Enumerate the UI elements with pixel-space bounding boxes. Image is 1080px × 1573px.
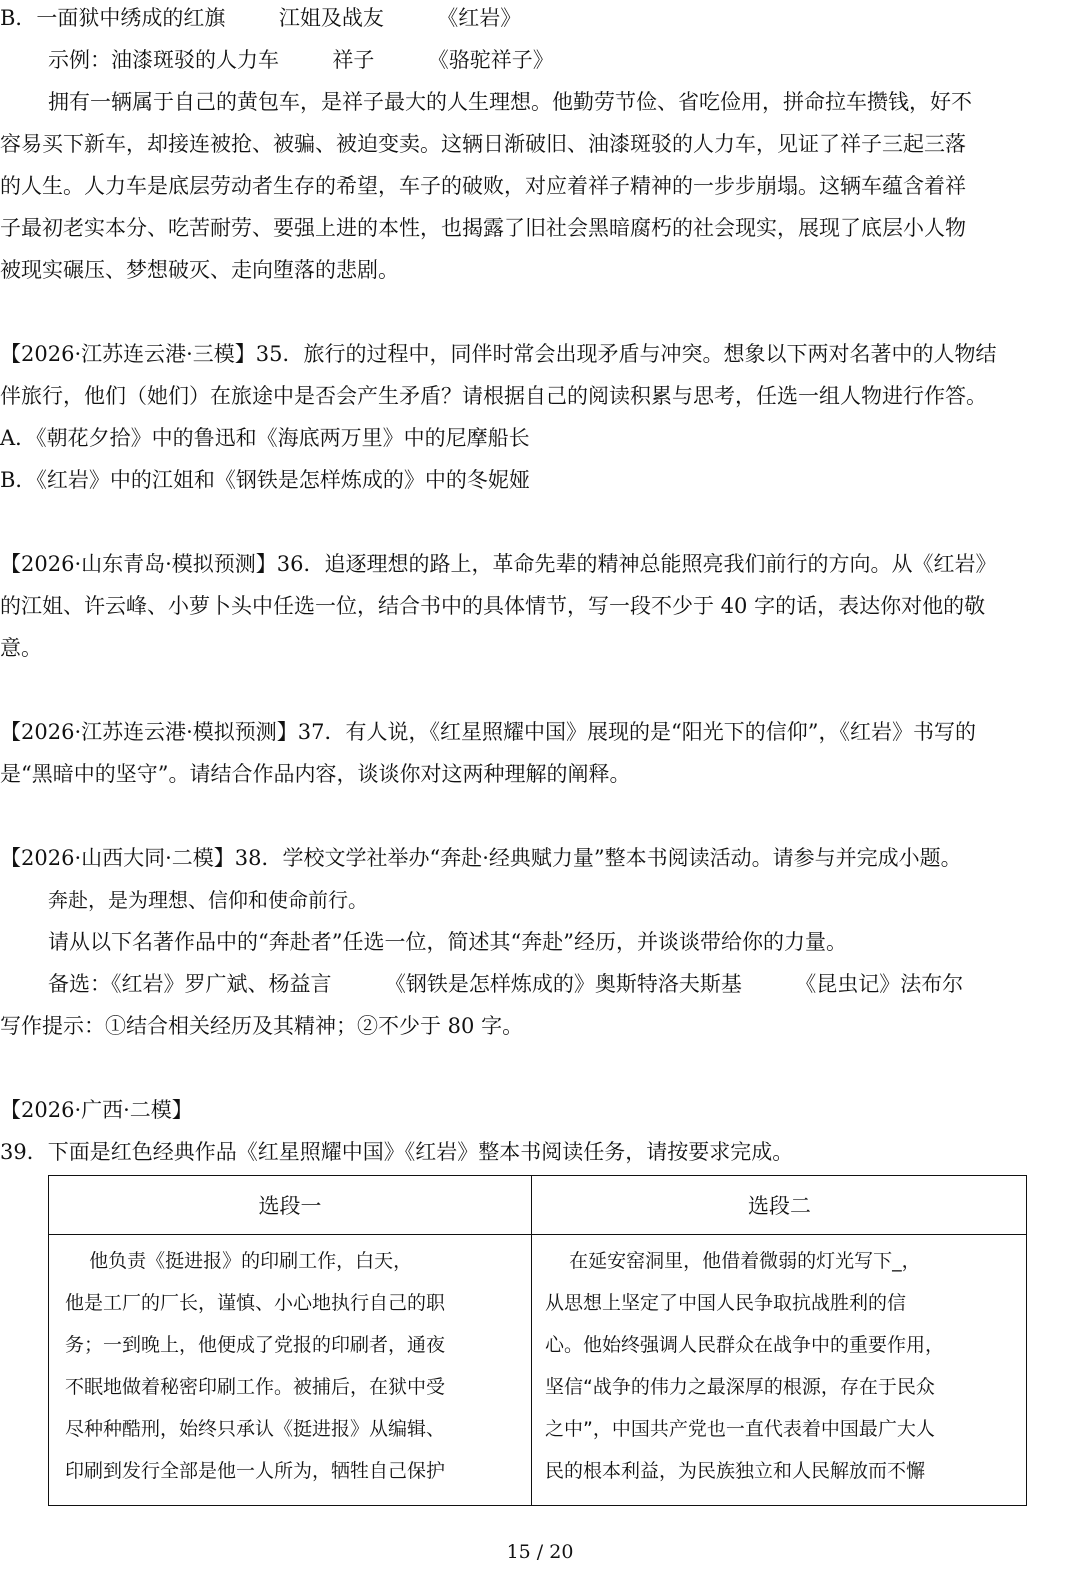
cell-line: 印刷到发行全部是他一人所为，牺牲自己保护: [65, 1460, 446, 1482]
cell-line: 从思想上坚定了中国人民争取抗战胜利的信: [545, 1292, 907, 1314]
cell-line: 坚信“战争的伟力之最深厚的根源，存在于民众: [545, 1376, 935, 1398]
cell-line: 在延安窑洞里，他借着微弱的灯光写下_，: [545, 1250, 921, 1272]
cell-line: 之中”，中国共产党也一直代表着中国最广大人: [545, 1418, 935, 1440]
table-divider: [49, 1234, 1026, 1235]
example-line: 示例：油漆斑驳的人力车 祥子 《骆驼祥子》: [48, 48, 554, 72]
cell-line: 他负责《挺进报》的印刷工作，白天，: [65, 1250, 413, 1272]
question-36: 【2026·山东青岛·模拟预测】36．追逐理想的路上，革命先辈的精神总能照亮我们前行的方向。从《红岩》: [0, 552, 997, 576]
cell-line: 民的根本利益，为民族独立和人民解放而不懈: [545, 1460, 926, 1482]
question-38-options: 备选：《红岩》罗广斌、杨益言 《钢铁是怎样炼成的》奥斯特洛夫斯基 《昆虫记》法布尔: [48, 972, 964, 996]
question-35-option-a: A．《朝花夕拾》中的鲁迅和《海底两万里》中的尼摩船长: [0, 426, 530, 450]
cell-line: 不眠地做着秘密印刷工作。被捕后，在狱中受: [65, 1376, 446, 1398]
cell-line: 心。他始终强调人民群众在战争中的重要作用，: [545, 1334, 945, 1356]
paragraph-line: 容易买下新车，却接连被抢、被骗、被迫变卖。这辆日渐破旧、油漆斑驳的人力车，见证了祥子三起三落: [0, 132, 966, 156]
table-header: 选段一: [258, 1194, 322, 1218]
paragraph-line: 拥有一辆属于自己的黄包车，是祥子最大的人生理想。他勤劳节俭、省吃俭用，拼命拉车攒钱，好不: [48, 90, 972, 114]
question-38: 【2026·山西大同·二模】38．学校文学社举办“奔赴·经典赋力量”整本书阅读活动。请参与并完成小题。: [0, 846, 962, 870]
table-header: 选段二: [748, 1194, 811, 1218]
cell-line: 他是工厂的厂长，谨慎、小心地执行自己的职: [65, 1292, 446, 1314]
question-35-line: 伴旅行，他们（她们）在旅途中是否会产生矛盾？请根据自己的阅读积累与思考，任选一组人物进行作答。: [0, 384, 987, 408]
table-divider: [531, 1176, 532, 1505]
question-35-option-b: B．《红岩》中的江姐和《钢铁是怎样炼成的》中的冬妮娅: [0, 468, 530, 492]
cell-line: 尽种种酷刑，始终只承认《挺进报》从编辑、: [65, 1418, 446, 1440]
question-39: 39．下面是红色经典作品《红星照耀中国》《红岩》整本书阅读任务，请按要求完成。: [0, 1140, 794, 1164]
paragraph-line: 被现实碾压、梦想破灭、走向堕落的悲剧。: [0, 258, 399, 282]
question-36-line: 的江姐、许云峰、小萝卜头中任选一位，结合书中的具体情节，写一段不少于 40 字的话，表达你对他的敬: [0, 594, 986, 618]
question-38-instruction: 请从以下名著作品中的“奔赴者”任选一位，简述其“奔赴”经历，并谈谈带给你的力量。: [48, 930, 847, 954]
question-38-tips: 写作提示：①结合相关经历及其精神；②不少于 80 字。: [0, 1014, 524, 1038]
question-35: 【2026·江苏连云港·三模】35．旅行的过程中，同伴时常会出现矛盾与冲突。想象以下两对名著中的人物结: [0, 342, 997, 366]
page-number: 15 / 20: [506, 1541, 574, 1563]
question-38-quote: 奔赴，是为理想、信仰和使命前行。: [48, 888, 368, 912]
question-36-line: 意。: [0, 636, 42, 660]
paragraph-line: 的人生。人力车是底层劳动者生存的希望，车子的破败，对应着祥子精神的一步步崩塌。这辆车蕴含着祥: [0, 174, 966, 198]
option-b-line: B．一面狱中绣成的红旗 江姐及战友 《红岩》: [0, 6, 522, 30]
question-37-line: 是“黑暗中的坚守”。请结合作品内容，谈谈你对这两种理解的阐释。: [0, 762, 631, 786]
question-39-source: 【2026·广西·二模】: [0, 1098, 193, 1122]
excerpt-table: [48, 1175, 1027, 1506]
question-37: 【2026·江苏连云港·模拟预测】37．有人说，《红星照耀中国》展现的是“阳光下的信仰”，《红岩》书写的: [0, 720, 976, 744]
paragraph-line: 子最初老实本分、吃苦耐劳、要强上进的本性，也揭露了旧社会黑暗腐朽的社会现实，展现了底层小人物: [0, 216, 966, 240]
cell-line: 务；一到晚上，他便成了党报的印刷者，通夜: [65, 1334, 446, 1356]
